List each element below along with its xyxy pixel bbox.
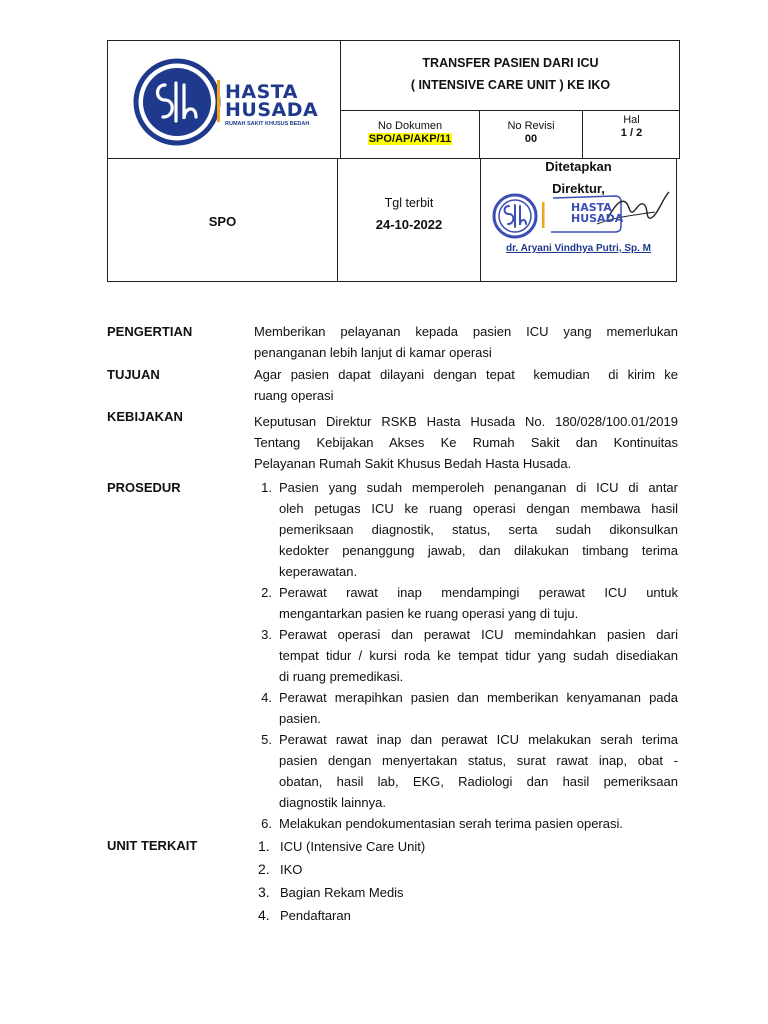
logo-tagline: RUMAH SAKIT KHUSUS BEDAH <box>225 121 310 127</box>
section-label-tujuan: TUJUAN <box>107 367 160 382</box>
hasta-husada-emblem-icon <box>130 55 225 150</box>
doc-number-label: No Dokumen <box>377 120 443 132</box>
logo-line1: HASTA <box>225 81 298 103</box>
prosedur-item-text: Perawat rawat inap dan perawat ICU melakukan serah terima pasien dengan menyertakan status, surat rawat inap, obat - obatan, hasil lab, EKG, Radiologi dan hasil pemeriksaan diagnostik lainnya. <box>279 732 678 810</box>
hospital-logo <box>122 52 327 152</box>
unit-terkait-item <box>258 905 351 926</box>
prosedur-item-number: 1. <box>261 480 272 495</box>
page-label: Hal <box>623 114 640 126</box>
section-label-prosedur: PROSEDUR <box>107 480 181 495</box>
prosedur-item-text: Perawat rawat inap mendampingi perawat ICU untuk mengantarkan pasien ke ruang operasi yang di tuju. <box>279 585 678 621</box>
prosedur-item-text: Perawat operasi dan perawat ICU memindahkan pasien dari tempat tidur / kursi roda ke tempat tidur yang sudah disediakan di ruang premedikasi. <box>279 627 678 684</box>
prosedur-item-number: 4. <box>261 690 272 705</box>
unit-item-text: ICU (Intensive Care Unit) <box>280 839 426 854</box>
unit-terkait-item <box>258 836 425 857</box>
unit-item-number: 2. <box>258 861 270 877</box>
revision-label: No Revisi <box>507 120 555 132</box>
unit-item-number: 1. <box>258 838 270 854</box>
director-name: dr. Aryani Vindhya Putri, Sp. M <box>505 243 652 254</box>
unit-item-text: IKO <box>280 862 303 877</box>
tujuan-text: Agar pasien dapat dilayani dengan tepat kemudian di kirim ke ruang operasi <box>254 367 678 403</box>
pengertian-text: Memberikan pelayanan kepada pasien ICU yang memerlukan penanganan lebih lanjut di kamar operasi <box>254 324 678 360</box>
unit-terkait-item <box>258 859 302 880</box>
prosedur-item-text: Perawat merapihkan pasien dan memberikan kenyamanan pada pasien. <box>279 690 678 726</box>
page-value: 1 / 2 <box>620 127 643 139</box>
unit-terkait-item <box>258 882 404 903</box>
prosedur-item-number: 6. <box>261 816 272 831</box>
doc-number-value: SPO/AP/AKP/11 <box>368 133 452 145</box>
kebijakan-text: Keputusan Direktur RSKB Hasta Husada No. 180/028/100.01/2019 Tentang Kebijakan Akses Ke Rumah Sakit dan Kontinuitas Pelayanan Rumah Sakit Khusus Bedah Hasta Husada. <box>254 414 678 471</box>
issue-date-value: 24-10-2022 <box>375 217 443 232</box>
logo-line2: HUSADA <box>225 99 319 121</box>
issue-date-label: Tgl terbit <box>384 196 434 210</box>
unit-item-number: 3. <box>258 884 270 900</box>
prosedur-item-text: Melakukan pendokumentasian serah terima pasien operasi. <box>279 816 623 831</box>
unit-item-text: Pendaftaran <box>280 908 351 923</box>
prosedur-item-number: 3. <box>261 627 272 642</box>
prosedur-item-number: 2. <box>261 585 272 600</box>
prosedur-item-number: 5. <box>261 732 272 747</box>
document-title-line2: ( INTENSIVE CARE UNIT ) KE IKO <box>410 78 611 92</box>
revision-value: 00 <box>524 133 538 145</box>
section-label-unit-terkait: UNIT TERKAIT <box>107 838 198 853</box>
spo-label: SPO <box>208 214 237 229</box>
logo-divider <box>217 80 220 122</box>
header-divider <box>340 110 680 111</box>
section-label-pengertian: PENGERTIAN <box>107 324 193 339</box>
document-title-line1: TRANSFER PASIEN DARI ICU <box>422 56 599 70</box>
section-label-kebijakan: KEBIJAKAN <box>107 409 183 424</box>
approved-label: Ditetapkan <box>545 159 612 174</box>
unit-item-number: 4. <box>258 907 270 923</box>
director-title: Direktur, <box>552 181 605 196</box>
stamp-text: HASTA HUSADA <box>571 201 624 225</box>
unit-item-text: Bagian Rekam Medis <box>280 885 404 900</box>
prosedur-item-text: Pasien yang sudah memperoleh penanganan di ICU di antar oleh petugas ICU ke ruang operasi dengan membawa hasil pemeriksaan diagnostik, status, serta sudah dikonsulkan kedokter penanggung jawab, dan dilakukan timbang terima keperawatan. <box>279 480 678 579</box>
